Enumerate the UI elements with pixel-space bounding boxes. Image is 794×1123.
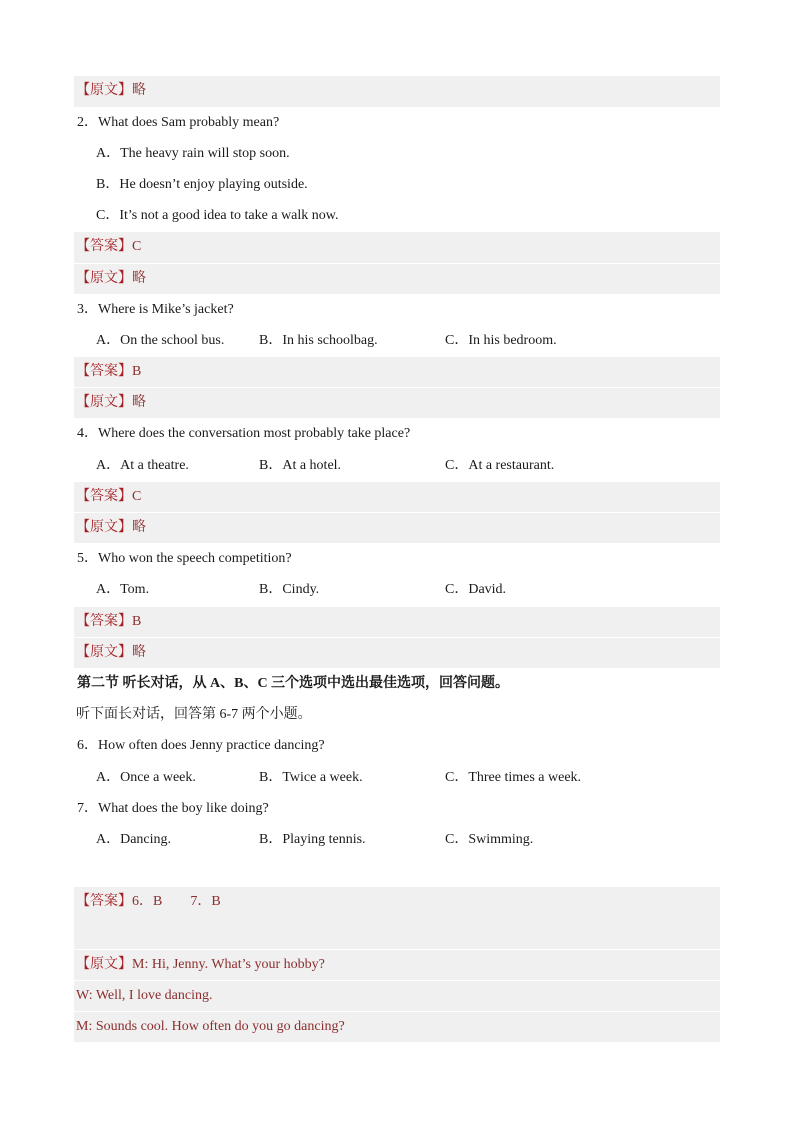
question-4-options xyxy=(74,450,720,481)
answer-label: 【答案】 xyxy=(76,364,132,380)
answer-value: C xyxy=(132,488,142,504)
original-label: 【原文】 xyxy=(76,520,132,536)
question-2 xyxy=(74,107,720,138)
option-b: B．Cindy. xyxy=(259,582,320,598)
question-number: 2． xyxy=(77,114,98,130)
question-text: How often does Jenny practice dancing? xyxy=(98,738,325,754)
question-number: 5． xyxy=(77,551,98,567)
option-c: C．It’s not a good idea to take a walk now. xyxy=(96,208,339,224)
question-number: 7． xyxy=(77,800,98,816)
option-a: A．At a theatre. xyxy=(96,457,189,473)
question-6-options xyxy=(74,762,720,793)
question-5-answer-row xyxy=(74,606,720,637)
question-number: 4． xyxy=(77,426,98,442)
option-a: A．Once a week. xyxy=(96,769,196,785)
question-3-original-row xyxy=(74,387,720,418)
original-text: 略 xyxy=(132,520,146,536)
question-text: Where does the conversation most probably take place? xyxy=(98,426,411,442)
question-5 xyxy=(74,543,720,574)
original-text: 略 xyxy=(132,83,146,99)
option-c: C．In his bedroom. xyxy=(445,332,557,348)
question-7-options xyxy=(74,824,720,855)
question-3 xyxy=(74,294,720,325)
option-c: C．Three times a week. xyxy=(445,769,582,785)
original-label: 【原文】 xyxy=(76,956,132,972)
transcript-line-3 xyxy=(74,1011,720,1042)
question-number: 6． xyxy=(77,738,98,754)
question-3-answer-row xyxy=(74,356,720,387)
question-text: What does the boy like doing? xyxy=(98,800,269,816)
answer-value-6: 6．B xyxy=(132,894,163,910)
transcript-text: M: Sounds cool. How often do you go dancing? xyxy=(76,1019,345,1035)
section-2-instruction: 听下面长对话，回答第 6-7 两个小题。 xyxy=(76,707,312,723)
question-text: Who won the speech competition? xyxy=(98,551,292,567)
blank-spacer xyxy=(74,855,720,886)
original-text: 略 xyxy=(132,395,146,411)
option-a: A．Tom. xyxy=(96,582,150,598)
question-number: 3． xyxy=(77,301,98,317)
question-3-options xyxy=(74,325,720,356)
question-text: Where is Mike’s jacket? xyxy=(98,301,234,317)
transcript-text: M: Hi, Jenny. What’s your hobby? xyxy=(132,956,325,972)
question-2-original-row xyxy=(74,263,720,294)
option-c: C．At a restaurant. xyxy=(445,457,555,473)
question-4 xyxy=(74,418,720,449)
option-a: A．On the school bus. xyxy=(96,332,225,348)
option-a: A．The heavy rain will stop soon. xyxy=(96,145,290,161)
answer-value: B xyxy=(132,364,142,380)
answer-label: 【答案】 xyxy=(76,894,132,910)
question-7 xyxy=(74,793,720,824)
original-text: 略 xyxy=(132,270,146,286)
original-text: 略 xyxy=(132,644,146,660)
question-5-original-row xyxy=(74,637,720,668)
answer-value-7: 7．B xyxy=(190,894,221,910)
original-label: 【原文】 xyxy=(76,270,132,286)
answer-label: 【答案】 xyxy=(76,488,132,504)
answer-value: C xyxy=(132,239,142,255)
transcript-text: W: Well, I love dancing. xyxy=(76,987,213,1003)
option-c: C．Swimming. xyxy=(445,831,534,847)
option-c: C．David. xyxy=(445,582,507,598)
original-label: 【原文】 xyxy=(76,83,132,99)
transcript-line-1 xyxy=(74,949,720,980)
section-2-answer-row xyxy=(74,886,720,948)
option-b: B．Playing tennis. xyxy=(259,831,366,847)
question-2-option-b xyxy=(74,169,720,200)
original-label: 【原文】 xyxy=(76,644,132,660)
answer-label: 【答案】 xyxy=(76,239,132,255)
document-body xyxy=(74,75,720,1042)
option-b: B．At a hotel. xyxy=(259,457,342,473)
question-2-option-a xyxy=(74,138,720,169)
answer-label: 【答案】 xyxy=(76,613,132,629)
question-4-original-row xyxy=(74,512,720,543)
question-2-answer-row xyxy=(74,231,720,262)
option-a: A．Dancing. xyxy=(96,831,172,847)
answer-value: B xyxy=(132,613,142,629)
option-b: B．In his schoolbag. xyxy=(259,332,378,348)
section-2-heading: 第二节 听长对话，从 A、B、C 三个选项中选出最佳选项，回答问题。 xyxy=(77,675,510,691)
original-label: 【原文】 xyxy=(76,395,132,411)
option-b: B．Twice a week. xyxy=(259,769,363,785)
question-text: What does Sam probably mean? xyxy=(98,114,280,130)
question-6 xyxy=(74,730,720,761)
option-b: B．He doesn’t enjoy playing outside. xyxy=(96,176,308,192)
question-4-answer-row xyxy=(74,481,720,512)
transcript-line-2 xyxy=(74,980,720,1011)
question-2-option-c xyxy=(74,200,720,231)
q1-original-row xyxy=(74,75,720,106)
question-5-options xyxy=(74,574,720,605)
